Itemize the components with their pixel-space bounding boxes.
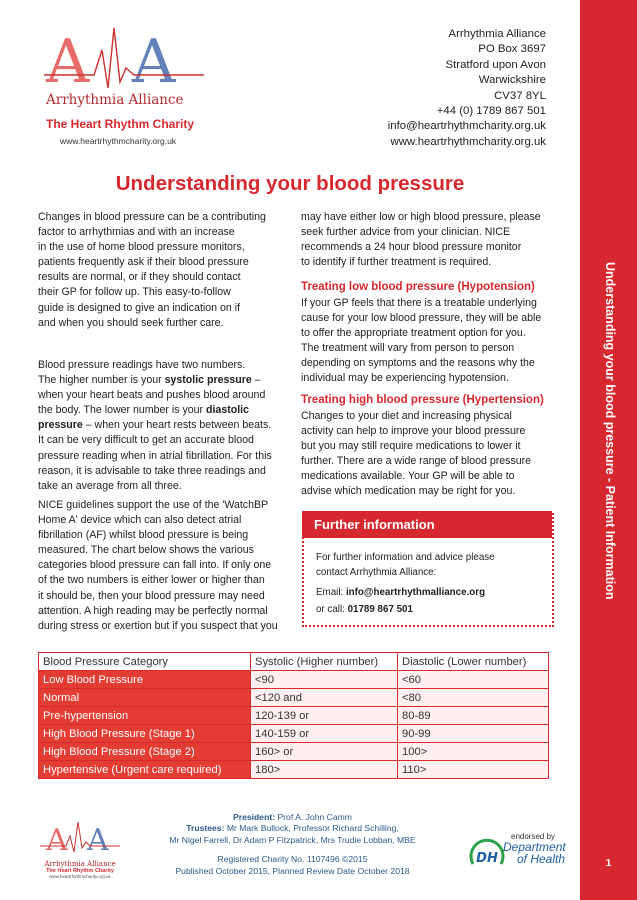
trustees-line: Mr Mark Bullock, Professor Richard Schilling, — [224, 823, 399, 834]
systolic-term: systolic pressure — [164, 374, 252, 387]
address-line: CV37 8YL — [494, 89, 546, 102]
readings-paragraph — [38, 358, 293, 494]
text-line: Home A' device which can also detect atrial — [38, 514, 242, 527]
intro-paragraph — [38, 210, 293, 331]
category-cell: Pre-hypertension — [39, 707, 251, 725]
diastolic-term: pressure — [38, 419, 83, 432]
further-info-text — [316, 550, 495, 617]
text-line: medications available. Your GP will be able to — [301, 470, 515, 483]
text-line: factor to arrhythmias and with an increase — [38, 226, 235, 239]
text-line: If your GP feels that there is a treatable underlying — [301, 297, 537, 309]
text-line: of the two numbers is either lower or higher than — [38, 574, 265, 587]
table-row — [39, 743, 549, 761]
bp-table-wrapper — [38, 652, 549, 779]
text-line: fibrillation (AF) whilst blood pressure is being — [38, 529, 249, 542]
table-header-cell: Systolic (Higher number) — [251, 653, 398, 671]
text-line: to offer the appropriate treatment option for you. — [301, 327, 526, 340]
text-line: attention. A high reading may be perfectly normal — [38, 604, 268, 617]
page-number: 1 — [605, 858, 612, 869]
heart-rhythm-logo-icon — [40, 818, 120, 854]
diastolic-cell: <60 — [398, 671, 549, 689]
text-line: Blood pressure readings have two numbers. — [38, 359, 246, 371]
table-header-cell: Blood Pressure Category — [39, 653, 251, 671]
category-cell: Normal — [39, 689, 251, 707]
address-block — [388, 27, 546, 150]
systolic-cell: 180> — [251, 761, 398, 779]
text-line: further. There are a wide range of blood pressure — [301, 455, 532, 468]
text-line: guide is designed to give an indication on if — [38, 301, 241, 314]
tagline: The Heart Rhythm Charity — [46, 117, 195, 131]
low-bp-heading: Treating low blood pressure (Hypotension) — [301, 281, 535, 293]
high-bp-heading: Treating high blood pressure (Hypertension) — [301, 394, 544, 406]
text-line: The treatment will vary from person to person — [301, 342, 515, 355]
text-span: – when your heart rests between beats. — [82, 419, 272, 432]
text-line: it should be, then your blood pressure may need — [38, 589, 265, 602]
logo-website[interactable]: www.heartrhythmcharity.org.uk — [60, 136, 177, 146]
systolic-cell: <90 — [251, 671, 398, 689]
diastolic-cell: 90-99 — [398, 725, 549, 743]
charity-number: Registered Charity No. 1107496 ©2015 — [217, 854, 368, 865]
text-line: depending on symptoms and the reasons why the — [301, 357, 535, 370]
table-row — [39, 671, 549, 689]
trustees-line: Mr Nigel Farrell, Dr Adam P Fitzpatrick, Mrs Trudie Lobban, MBE — [169, 834, 416, 845]
low-bp-paragraph — [301, 296, 561, 387]
text-line: may have either low or high blood pressure, please — [301, 211, 541, 223]
text-line: NICE guidelines support the use of the 'WatchBP — [38, 499, 269, 511]
svg-text:A: A — [46, 27, 90, 95]
systolic-cell: 160> or — [251, 743, 398, 761]
dh-name — [503, 841, 566, 865]
continuation-paragraph — [301, 210, 561, 270]
bp-category-table — [38, 652, 549, 779]
dh-logo-icon — [467, 834, 507, 874]
category-cell: High Blood Pressure (Stage 1) — [39, 725, 251, 743]
table-row — [39, 707, 549, 725]
address-line: Warwickshire — [478, 74, 546, 87]
side-band — [580, 0, 637, 900]
text-line: reason, it is advisable to take three readings and — [38, 464, 266, 477]
systolic-cell: 120-139 or — [251, 707, 398, 725]
footer-logo-name: Arrhythmia Alliance — [44, 860, 116, 868]
footer-credits — [155, 812, 430, 877]
svg-text:A: A — [87, 823, 109, 854]
page-title: Understanding your blood pressure — [115, 172, 465, 195]
text-line: Changes in blood pressure can be a contributing — [38, 211, 266, 223]
heart-rhythm-logo-icon — [44, 20, 204, 95]
text-line: recommends a 24 hour blood pressure monitor — [301, 241, 522, 254]
text-line: patients frequently ask if their blood pressure — [38, 256, 249, 269]
footer-logo-website: www.heartrhythmcharity.org.uk — [49, 874, 111, 879]
text-line: individual may be experiencing hypotension. — [301, 372, 509, 385]
text-line: activity can help to improve your blood pressure — [301, 425, 526, 438]
category-cell: High Blood Pressure (Stage 2) — [39, 743, 251, 761]
phone: +44 (0) 1789 867 501 — [436, 105, 546, 118]
text-line: pressure reading when in atrial fibrillation. For this — [38, 449, 272, 462]
text-span: The higher number is your — [38, 374, 165, 387]
text-line: results are normal, or if they should contact — [38, 271, 241, 284]
text-line: It can be very difficult to get an accurate blood — [38, 434, 254, 447]
endorsed-by-text: endorsed by — [511, 832, 556, 841]
call-label: or call: — [316, 604, 348, 615]
text-line: contact Arrhythmia Alliance: — [316, 567, 437, 578]
systolic-cell: 140-159 or — [251, 725, 398, 743]
text-line: categories blood pressure can fall into. If only one — [38, 559, 272, 572]
side-label: Understanding your blood pressure - Patient Information — [603, 262, 617, 600]
text-line: Changes to your diet and increasing physical — [301, 410, 512, 422]
text-line: take an average from all three. — [38, 479, 182, 492]
text-line: but you may still require medications to lower it — [301, 440, 521, 453]
text-line: measured. The chart below shows the various — [38, 544, 254, 557]
president-label: President: — [233, 812, 276, 822]
text-span: the body. The lower number is your — [38, 404, 207, 417]
org-name: Arrhythmia Alliance — [46, 92, 184, 108]
dh-name-line: Department — [503, 840, 566, 854]
text-line: For further information and advice please — [316, 552, 495, 563]
address-line: Arrhythmia Alliance — [448, 28, 546, 40]
text-line: in the use of home blood pressure monitors, — [38, 241, 245, 254]
contact-email-link[interactable]: info@heartrhythmalliance.org — [345, 587, 486, 598]
further-info-title: Further information — [314, 517, 435, 532]
category-cell: Low Blood Pressure — [39, 671, 251, 689]
category-cell: Hypertensive (Urgent care required) — [39, 761, 251, 779]
footer-logo-tagline: The Heart Rhythm Charity — [46, 868, 114, 874]
diastolic-term: diastolic — [206, 404, 249, 417]
svg-text:A: A — [46, 823, 68, 854]
president-name: Prof A. John Camm — [275, 812, 352, 822]
text-line: cause for your low blood pressure, they will be able — [301, 312, 542, 325]
diastolic-cell: 80-89 — [398, 707, 549, 725]
table-row — [39, 725, 549, 743]
footer-logo — [40, 818, 120, 880]
contact-phone[interactable]: 01789 867 501 — [347, 604, 413, 615]
email-link[interactable]: info@heartrhythmcharity.org.uk — [387, 120, 546, 133]
diastolic-cell: <80 — [398, 689, 549, 707]
dh-mark: DH — [476, 851, 498, 866]
text-line: seek further advice from your clinician. NICE — [301, 226, 511, 239]
website-link[interactable]: www.heartrhythmcharity.org.uk — [390, 135, 546, 148]
text-line: and when you should seek further care. — [38, 316, 224, 329]
diastolic-cell: 100> — [398, 743, 549, 761]
trustees-label: Trustees: — [186, 823, 225, 834]
text-line: when your heart beats and pushes blood around — [38, 389, 266, 402]
systolic-cell: <120 and — [251, 689, 398, 707]
charity-logo — [44, 20, 204, 95]
further-info-heading — [302, 511, 552, 538]
text-line: during stress or exertion but if you suspect that you — [38, 619, 278, 632]
high-bp-paragraph — [301, 409, 561, 500]
table-row — [39, 689, 549, 707]
address-line: Stratford upon Avon — [445, 58, 546, 71]
table-header-cell: Diastolic (Lower number) — [398, 653, 549, 671]
text-line: advise which medication may be right for you. — [301, 485, 516, 498]
address-line: PO Box 3697 — [478, 43, 546, 56]
text-line: their GP for follow up. This easy-to-follow — [38, 286, 231, 299]
svg-text:A: A — [132, 27, 176, 95]
text-span: – — [251, 374, 261, 387]
publication-date: Published October 2015, Planned Review Date October 2018 — [175, 865, 410, 876]
diastolic-cell: 110> — [398, 761, 549, 779]
text-line: to identify if further treatment is required. — [301, 256, 492, 269]
table-row — [39, 761, 549, 779]
dh-name-line: of Health — [517, 852, 566, 866]
nice-paragraph — [38, 498, 293, 634]
email-label: Email: — [316, 587, 346, 598]
table-header-row — [39, 653, 549, 671]
